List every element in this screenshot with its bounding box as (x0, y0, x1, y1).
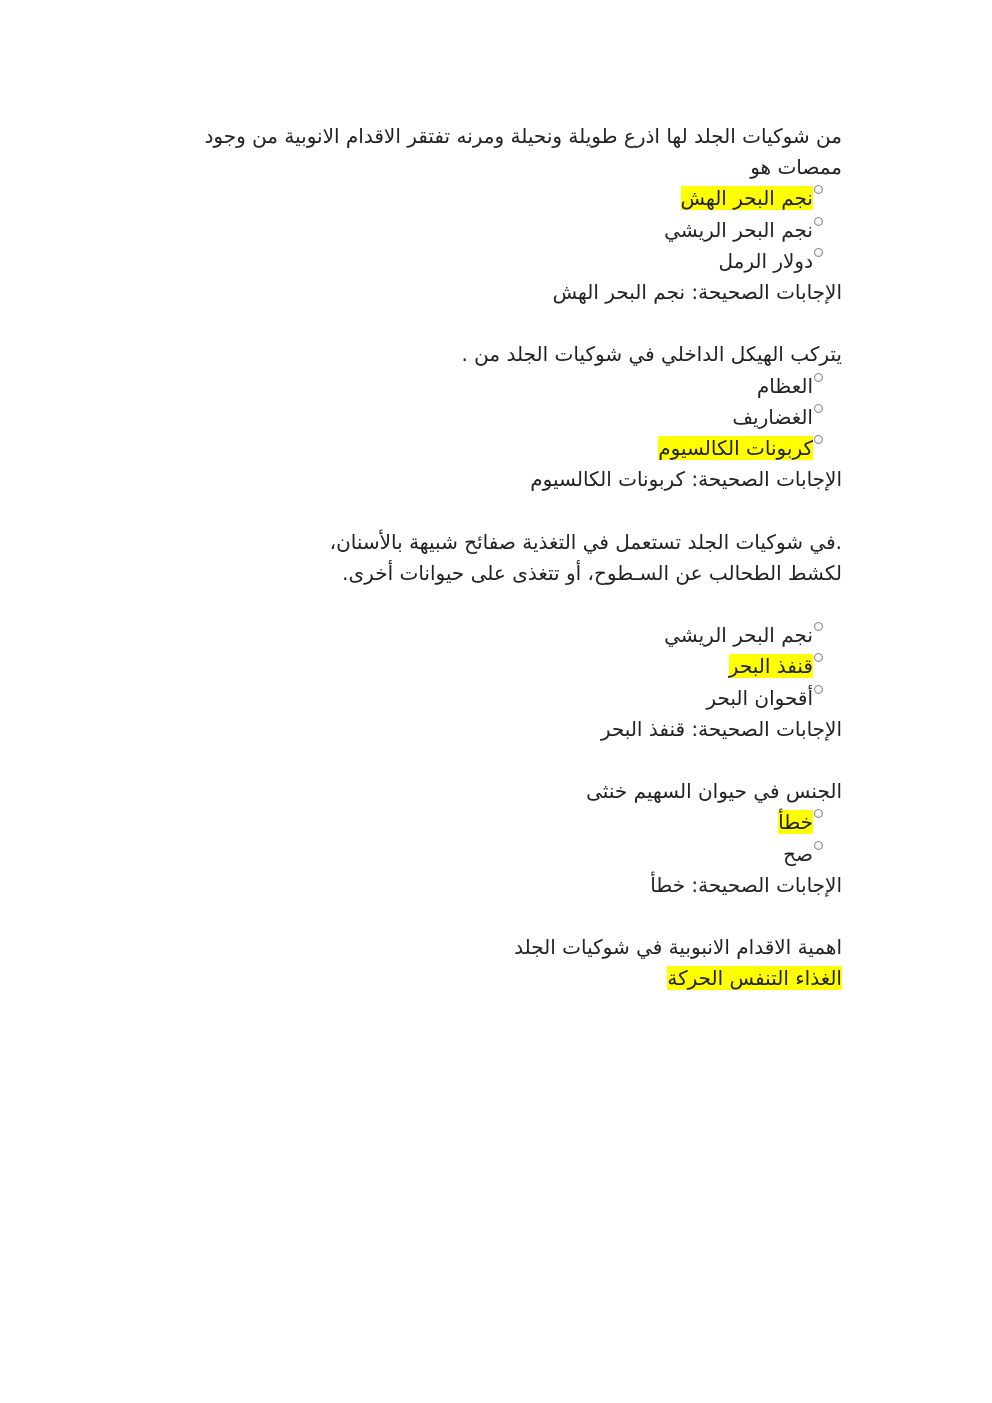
radio-button-icon[interactable] (814, 404, 823, 413)
option[interactable] (162, 620, 842, 651)
radio-button-icon[interactable] (814, 248, 823, 257)
option-label: نجم البحر الريشي (664, 217, 813, 242)
spacer (162, 901, 842, 932)
answer-value: نجم البحر الهش (552, 280, 686, 305)
correct-answer (162, 464, 842, 495)
radio-button-icon[interactable] (814, 435, 823, 444)
question-text-line-1: .في شوكيات الجلد تستعمل في التغذية صفائح شبيهة بالأسنان، (329, 529, 842, 554)
option[interactable] (162, 215, 842, 246)
option[interactable] (162, 683, 842, 714)
question-2 (162, 339, 842, 495)
option[interactable] (162, 246, 842, 277)
question-3 (162, 527, 842, 745)
option[interactable] (162, 839, 842, 870)
answer-label: الإجابات الصحيحة: (691, 280, 842, 305)
option-label: صح (783, 841, 813, 866)
option-label-highlighted: قنفذ البحر (728, 654, 813, 679)
radio-button-icon[interactable] (814, 185, 823, 194)
question-text: اهمية الاقدام الانبوبية في شوكيات الجلد (514, 935, 842, 960)
spacer (162, 589, 842, 620)
radio-button-icon[interactable] (814, 217, 823, 226)
correct-answer (162, 277, 842, 308)
question-text: من شوكيات الجلد لها اذرع طويلة ونحيلة ومرنه تفتقر الاقدام الانوبية من وجود ممصات هو (204, 124, 842, 180)
answer-value: قنفذ البحر (600, 716, 686, 741)
radio-button-icon[interactable] (814, 622, 823, 631)
answer-value: كربونات الكالسيوم (530, 467, 686, 492)
spacer (162, 495, 842, 526)
answer-label: الإجابات الصحيحة: (691, 467, 842, 492)
radio-button-icon[interactable] (814, 841, 823, 850)
option[interactable] (162, 807, 842, 838)
option[interactable] (162, 371, 842, 402)
option-label: دولار الرمل (718, 248, 813, 273)
option-label: نجم البحر الريشي (664, 623, 813, 648)
option-label-highlighted: كربونات الكالسيوم (658, 436, 813, 461)
option-label: العظام (756, 373, 813, 398)
spacer (162, 745, 842, 776)
option[interactable] (162, 651, 842, 682)
question-text: الجنس في حيوان السهيم خنثى (586, 779, 842, 804)
question-1 (162, 121, 842, 308)
answer-value: خطأ (650, 872, 686, 897)
question-4 (162, 776, 842, 901)
question-text-line-2: لكشط الطحالب عن السـطوح، أو تتغذى على حيوانات أخرى. (342, 560, 842, 585)
answer-label: الإجابات الصحيحة: (691, 716, 842, 741)
option-label: الغضاريف (732, 404, 813, 429)
answer-text-highlighted: الغذاء التنفس الحركة (667, 966, 842, 991)
correct-answer (162, 714, 842, 745)
question-text: يتركب الهيكل الداخلي في شوكيات الجلد من . (461, 342, 842, 367)
option-label-highlighted: خطأ (778, 810, 813, 835)
option[interactable] (162, 433, 842, 464)
correct-answer (162, 870, 842, 901)
option[interactable] (162, 183, 842, 214)
radio-button-icon[interactable] (814, 809, 823, 818)
option-label-highlighted: نجم البحر الهش (680, 186, 813, 211)
radio-button-icon[interactable] (814, 653, 823, 662)
question-5 (162, 932, 842, 994)
spacer (162, 308, 842, 339)
document-page (162, 121, 842, 995)
option-label: أقحوان البحر (706, 685, 813, 710)
option[interactable] (162, 402, 842, 433)
answer-label: الإجابات الصحيحة: (691, 872, 842, 897)
radio-button-icon[interactable] (814, 373, 823, 382)
answer-text (162, 963, 842, 994)
radio-button-icon[interactable] (814, 685, 823, 694)
